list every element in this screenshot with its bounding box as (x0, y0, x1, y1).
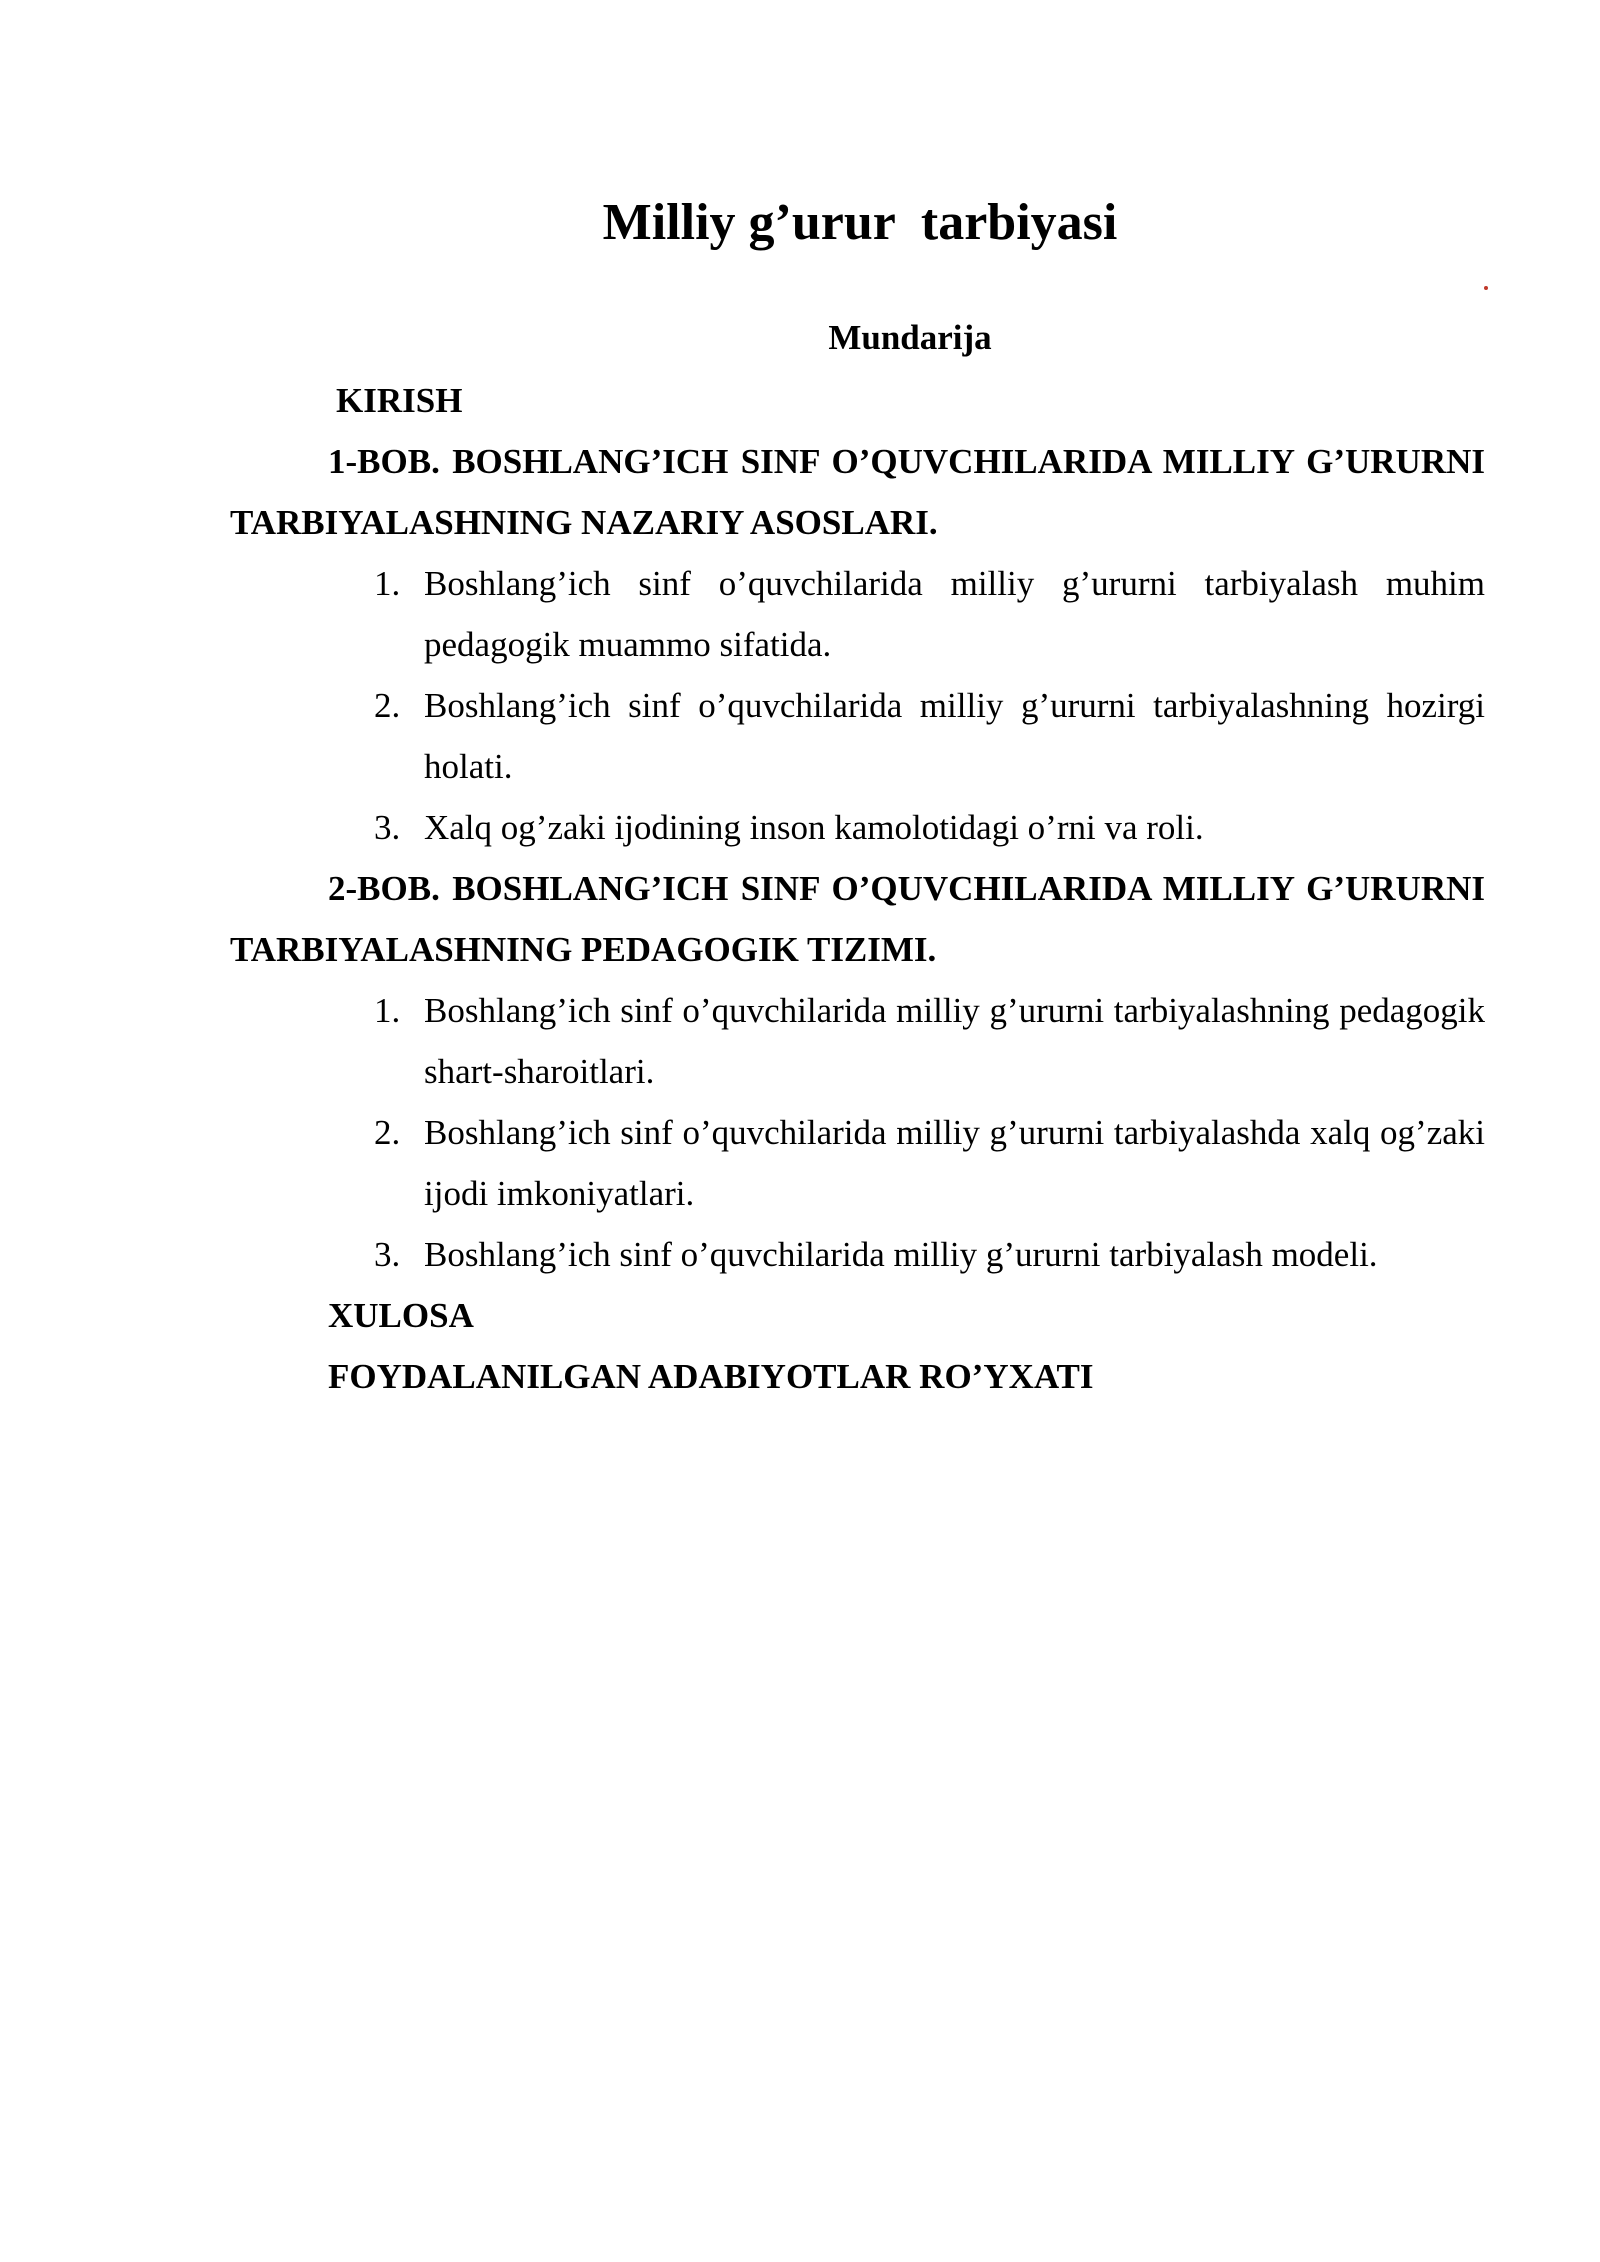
section-text: Boshlang’ich sinf o’quvchilarida milliy g’ururni tarbiyalash muhim pedagogik muammo sifatida. (424, 564, 1485, 664)
table-of-contents (230, 370, 1485, 1407)
section-text: Xalq og’zaki ijodining inson kamolotidagi o’rni va roli. (424, 808, 1204, 847)
section-item (230, 675, 1485, 797)
section-item (230, 797, 1485, 858)
section-number: 3. (374, 808, 401, 847)
toc-entry-bibliography: FOYDALANILGAN ADABIYOTLAR RO’YXATI (328, 1357, 1094, 1396)
section-text: Boshlang’ich sinf o’quvchilarida milliy g’ururni tarbiyalashda xalq og’zaki ijodi imkoniyatlari. (424, 1113, 1485, 1213)
section-text: Boshlang’ich sinf o’quvchilarida milliy g’ururni tarbiyalashning hozirgi holati. (424, 686, 1485, 786)
chapter-title: 1-BOB. BOSHLANG’ICH SINF O’QUVCHILARIDA MILLIY G’URURNI TARBIYALASHNING NAZARIY ASOSLARI. (230, 442, 1485, 542)
section-list (230, 980, 1485, 1285)
toc-chapter-2 (230, 858, 1485, 1285)
chapter-title: 2-BOB. BOSHLANG’ICH SINF O’QUVCHILARIDA MILLIY G’URURNI TARBIYALASHNING PEDAGOGIK TIZIMI. (230, 869, 1485, 969)
section-number: 1. (374, 564, 401, 603)
document-title: Milliy g’urur tarbiyasi (602, 194, 1118, 251)
section-item (230, 1224, 1485, 1285)
section-list (230, 553, 1485, 858)
section-text: Boshlang’ich sinf o’quvchilarida milliy g’ururni tarbiyalash modeli. (424, 1235, 1378, 1274)
red-marker-dot (1484, 286, 1488, 290)
section-number: 3. (374, 1235, 401, 1274)
section-item (230, 553, 1485, 675)
toc-heading: Mundarija (828, 318, 992, 357)
toc-entry-intro: KIRISH (336, 381, 463, 420)
section-number: 2. (374, 1113, 401, 1152)
toc-entry-conclusion: XULOSA (328, 1296, 474, 1335)
section-item (230, 1102, 1485, 1224)
section-number: 1. (374, 991, 401, 1030)
section-item (230, 980, 1485, 1102)
toc-chapter-1 (230, 431, 1485, 858)
section-text: Boshlang’ich sinf o’quvchilarida milliy g’ururni tarbiyalashning pedagogik shart-sharoitlari. (424, 991, 1485, 1091)
section-number: 2. (374, 686, 401, 725)
